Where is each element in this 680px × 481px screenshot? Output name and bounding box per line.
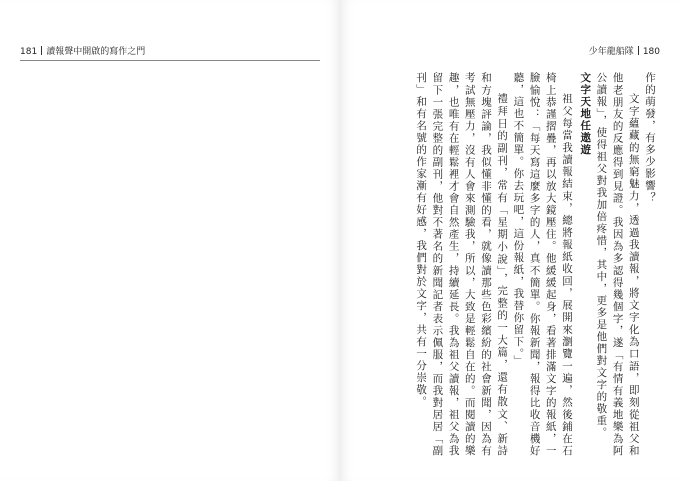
- left-header-rule: [20, 60, 320, 61]
- right-page-body: [358, 72, 658, 457]
- paragraph: 禮拜日的副刊，常有「星期小說」，完整的一大篇，還有散文、新詩和方塊評論，我似懂非懂的看，就像讀那些色彩繽紛的社會新聞，因為有考試無壓力，沒有人會來測驗我，所以，大致是輕鬆自在的。而閱讀的樂趣，也唯有在輕鬆裡才會自然產生，持續延長。我為祖父讀報，祖父為我留下一張完整的副刊，他對不著名的新聞記者表示佩服，而我對居居「副刊」和有名號的作家漸有好感，我們對於文字，共有一分崇敬。: [415, 72, 509, 457]
- section-heading: 文字天地任遨遊: [579, 72, 592, 156]
- left-running-title: 讀報聲中開啟的寫作之門: [46, 47, 146, 57]
- right-page-number: 180: [642, 47, 660, 57]
- continued-paragraph: 作的萌發，有多少影響？: [644, 72, 656, 204]
- header-separator: [41, 46, 42, 55]
- right-running-title: 少年龍船隊: [588, 47, 634, 57]
- left-page-header: [20, 46, 145, 58]
- paragraph: 祖父每當我讀報結束，總將報紙收回，展開來瀏覽一遍，然後鋪在石椅上恭謹摺疊，再以放大鏡壓住。他緩緩起身，看著排滿文字的報紙，一臉愉悅：「每天寫這麼多字的人，真不簡單。你報新聞，報得比收音機好聽，這也不簡單。你去玩吧，這份報紙，我替你留下。」: [512, 72, 573, 457]
- header-separator: [638, 46, 639, 55]
- right-page-header: [589, 46, 660, 58]
- right-page: [340, 0, 680, 481]
- paragraph: 文字蘊藏的無窮魅力，透過我讀報，將文字化為口語，即刻從祖父和他老朋友的反應得到見證。我因為多認得幾個字，遂「有情有義地樂為阿公讀報」，使得祖父對我加倍疼惜，其中，更多是他們對文字的敬重。: [595, 72, 640, 457]
- left-page-number: 181: [20, 47, 38, 57]
